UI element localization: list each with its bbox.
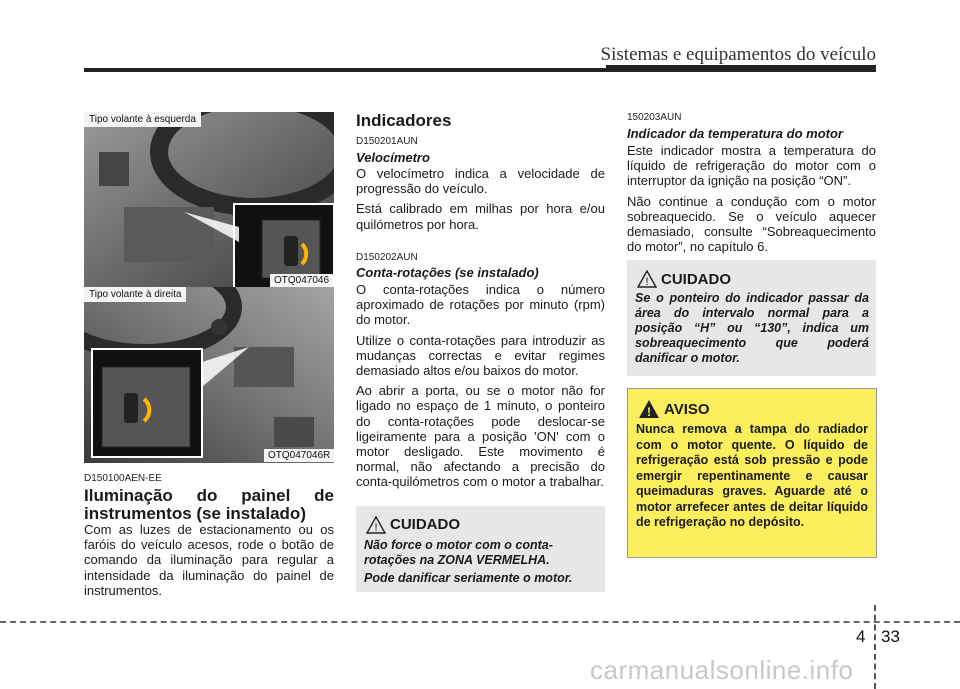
header-rule [84,68,876,72]
section-code: D150100AEN-EE [84,473,162,484]
section-code: D150202AUN [356,252,418,263]
section-code: D150201AUN [356,136,418,147]
section-body [84,522,334,603]
indicators-heading: Indicadores [356,111,452,130]
chapter-number: 4 [856,627,866,646]
caution-line: Pode danificar seriamente o motor. [364,571,573,585]
caution-icon [366,516,386,539]
tachometer-title: Conta-rotações (se instalado) [356,265,539,280]
caution-box [356,506,605,592]
warning-text: Nunca remova a tampa do radiador com o motor quente. O líquido de refrigeração está sob pressão e pode emergir repentinamente e causar queimaduras graves. Aguarde até o motor arrefecer antes de deitar líquido de refrigeração no depósito. [636,422,868,529]
temperature-title: Indicador da temperatura do motor [627,126,843,141]
warning-title: AVISO [664,401,710,418]
figure-code-top: OTQ047046 [270,274,333,287]
caution-icon [637,270,657,293]
watermark: carmanualsonline.info [590,655,854,685]
footer-rule [0,621,960,623]
svg-text:!: ! [645,276,649,288]
svg-text:!: ! [647,405,651,419]
figure-label-bottom: Tipo volante à direita [84,287,186,302]
caution-box [627,260,876,376]
paragraph: O conta-rotações indica o número aproximado de rotações por minuto (rpm) do motor. [356,282,605,328]
paragraph: Ao abrir a porta, ou se o motor não for ligado no espaço de 1 minuto, o ponteiro do conta-rotações pode deslocar-se ligeiramente para a posição 'ON' com o motor desligado. Este movimento é normal, não afectando a precisão do conta-quilómetros com o motor a trabalhar. [356,383,605,490]
caution-title: CUIDADO [390,516,460,533]
tachometer-body [356,282,605,495]
warning-icon [638,399,660,424]
paragraph: Utilize o conta-rotações para introduzir as mudanças correctas e evitar regimes demasiado altos e/ou baixos do motor. [356,332,605,379]
page-number: 33 [881,627,900,646]
paragraph: Está calibrado em milhas por hora e/ou quilómetros por hora. [356,201,605,232]
paragraph: Com as luzes de estacionamento ou os faróis do veículo acesos, rode o botão de comando da iluminação para regular a intensidade da iluminação do painel de instrumentos. [84,522,334,598]
caution-text [364,538,600,586]
speedometer-body [356,166,605,237]
paragraph: O velocímetro indica a velocidade de progressão do veículo. [356,166,605,197]
paragraph: Este indicador mostra a temperatura do líquido de refrigeração do motor com o interruptor da ignição na posição “ON”. [627,143,876,189]
temperature-body [627,143,876,259]
paragraph: Não continue a condução com o motor sobreaquecido. Se o veículo aquecer demasiado, consulte “Sobreaquecimento do motor”, no capítulo 6. [627,193,876,255]
dashboard-photo [84,112,334,288]
section-heading: Iluminação do painel de instrumentos (se instalado) [84,486,334,523]
figure-right-hand-drive [84,287,334,463]
speedometer-title: Velocímetro [356,150,430,165]
figure-code-bottom: OTQ047046R [264,449,334,462]
caution-title: CUIDADO [661,271,731,288]
svg-text:!: ! [374,522,378,534]
running-header: Sistemas e equipamentos do veículo [600,44,876,65]
figure-left-hand-drive [84,112,334,288]
caution-line: Não force o motor com o conta-rotações na ZONA VERMELHA. [364,538,553,567]
caution-text: Se o ponteiro do indicador passar da área do intervalo normal para a posição “H” ou “130”, indica um sobreaquecimento que poderá danificar o motor. [635,291,869,365]
warning-box [627,388,877,558]
figure-label-top: Tipo volante à esquerda [84,112,201,127]
dashboard-photo [84,287,334,463]
page-divider [874,605,876,689]
section-code: 150203AUN [627,112,682,123]
